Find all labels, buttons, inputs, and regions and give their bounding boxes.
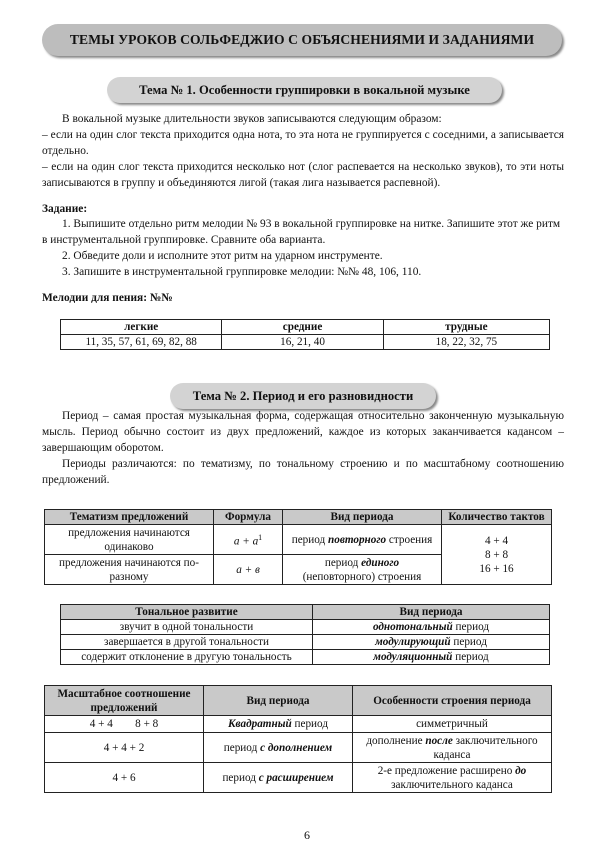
scale-period: период с расширением — [204, 763, 353, 793]
tonal-row: звучит в одной тональности — [61, 620, 313, 635]
task-list — [42, 216, 564, 280]
scale-period: период с дополнением — [204, 733, 353, 763]
task-item: 1. Выпишите отдельно ритм мелодии № 93 в вокальной группировке на нитке. Запишите этот же ритм в инструментальной группировке. Сравните оба варианта. — [42, 218, 561, 246]
melodies-header-hard: трудные — [383, 320, 549, 335]
formula-unified: а + в — [214, 555, 283, 585]
tonal-period-header: Вид периода — [313, 605, 550, 620]
theme-table — [44, 509, 552, 585]
scale-ratio: 4 + 4 8 + 8 — [45, 716, 204, 733]
topic2-p1: Период – самая простая музыкальная форма, содержащая относительно законченную музыкальную мысль. Период обычно состоит из двух предложений, каждое из которых заканчивается каданcом – завершающим оборотом. — [42, 410, 564, 454]
scale-period-header: Вид периода — [204, 686, 353, 716]
theme-different: предложения начинаются по-разному — [45, 555, 214, 585]
tonal-period: модулирующий период — [313, 635, 550, 650]
scale-feature: симметричный — [353, 716, 552, 733]
melodies-hard: 18, 22, 32, 75 — [383, 335, 549, 350]
theme-header: Тематизм предложений — [45, 510, 214, 525]
scale-ratio: 4 + 4 + 2 — [45, 733, 204, 763]
melodies-header-medium: средние — [222, 320, 383, 335]
tonal-period: модуляционный период — [313, 650, 550, 665]
formula-header: Формула — [214, 510, 283, 525]
bars-header: Количество тактов — [442, 510, 552, 525]
melodies-heading: Мелодии для пения: №№ — [42, 292, 173, 304]
task-item: 3. Запишите в инструментальной группировке мелодии: №№ 48, 106, 110. — [62, 266, 422, 278]
task-heading: Задание: — [42, 203, 88, 215]
topic2-title: Тема № 2. Период и его разновидности — [170, 383, 436, 409]
scale-feature: дополнение после заключительного каданса — [353, 733, 552, 763]
melodies-table — [60, 319, 550, 350]
topic1-text — [42, 111, 564, 191]
tonal-period: однотональный период — [313, 620, 550, 635]
topic2-p2: Периоды различаются: по тематизму, по тональному строению и по масштабному соотношению предложений. — [42, 458, 564, 486]
melodies-medium: 16, 21, 40 — [222, 335, 383, 350]
scale-features-header: Особенности строения периода — [353, 686, 552, 716]
page-number: 6 — [304, 828, 310, 842]
period-unified: период единого (неповторного) строения — [283, 555, 442, 585]
scale-header: Масштабное соотношение предложений — [45, 686, 204, 716]
page-banner: ТЕМЫ УРОКОВ СОЛЬФЕДЖИО С ОБЪЯСНЕНИЯМИ И ЗАДАНИЯМИ — [42, 24, 562, 56]
period-header: Вид периода — [283, 510, 442, 525]
topic1-p1: В вокальной музыке длительности звуков записываются следующим образом: — [62, 113, 442, 125]
period-repeat: период повторного строения — [283, 525, 442, 555]
topic1-p2: – если на один слог текста приходится одна нота, то эта нота не группируется с соседними, а записывается отдельно. — [42, 129, 564, 157]
tonal-table — [60, 604, 550, 665]
bars-cell: 4 + 4 8 + 8 16 + 16 — [442, 525, 552, 585]
topic1-p3: – если на один слог текста приходится несколько нот (слог распевается на несколько звуков), то эти ноты записываются в группу и объединяются лигой (такая лига называется распевной). — [42, 161, 564, 189]
formula-repeat: $а + а^1$ — [214, 525, 283, 555]
scale-ratio: 4 + 6 — [45, 763, 204, 793]
scale-period: Квадратный период — [204, 716, 353, 733]
melodies-easy: 11, 35, 57, 61, 69, 82, 88 — [61, 335, 222, 350]
scale-feature: 2-е предложение расширено до заключительного каданса — [353, 763, 552, 793]
tonal-header: Тональное развитие — [61, 605, 313, 620]
tonal-row: завершается в другой тональности — [61, 635, 313, 650]
topic1-title: Тема № 1. Особенности группировки в вокальной музыке — [107, 77, 502, 103]
melodies-header-easy: легкие — [61, 320, 222, 335]
task-item: 2. Обведите доли и исполните этот ритм на ударном инструменте. — [62, 250, 383, 262]
scale-table — [44, 685, 552, 793]
tonal-row: содержит отклонение в другую тональность — [61, 650, 313, 665]
topic2-text — [42, 408, 564, 488]
theme-same: предложения начинаются одинаково — [45, 525, 214, 555]
